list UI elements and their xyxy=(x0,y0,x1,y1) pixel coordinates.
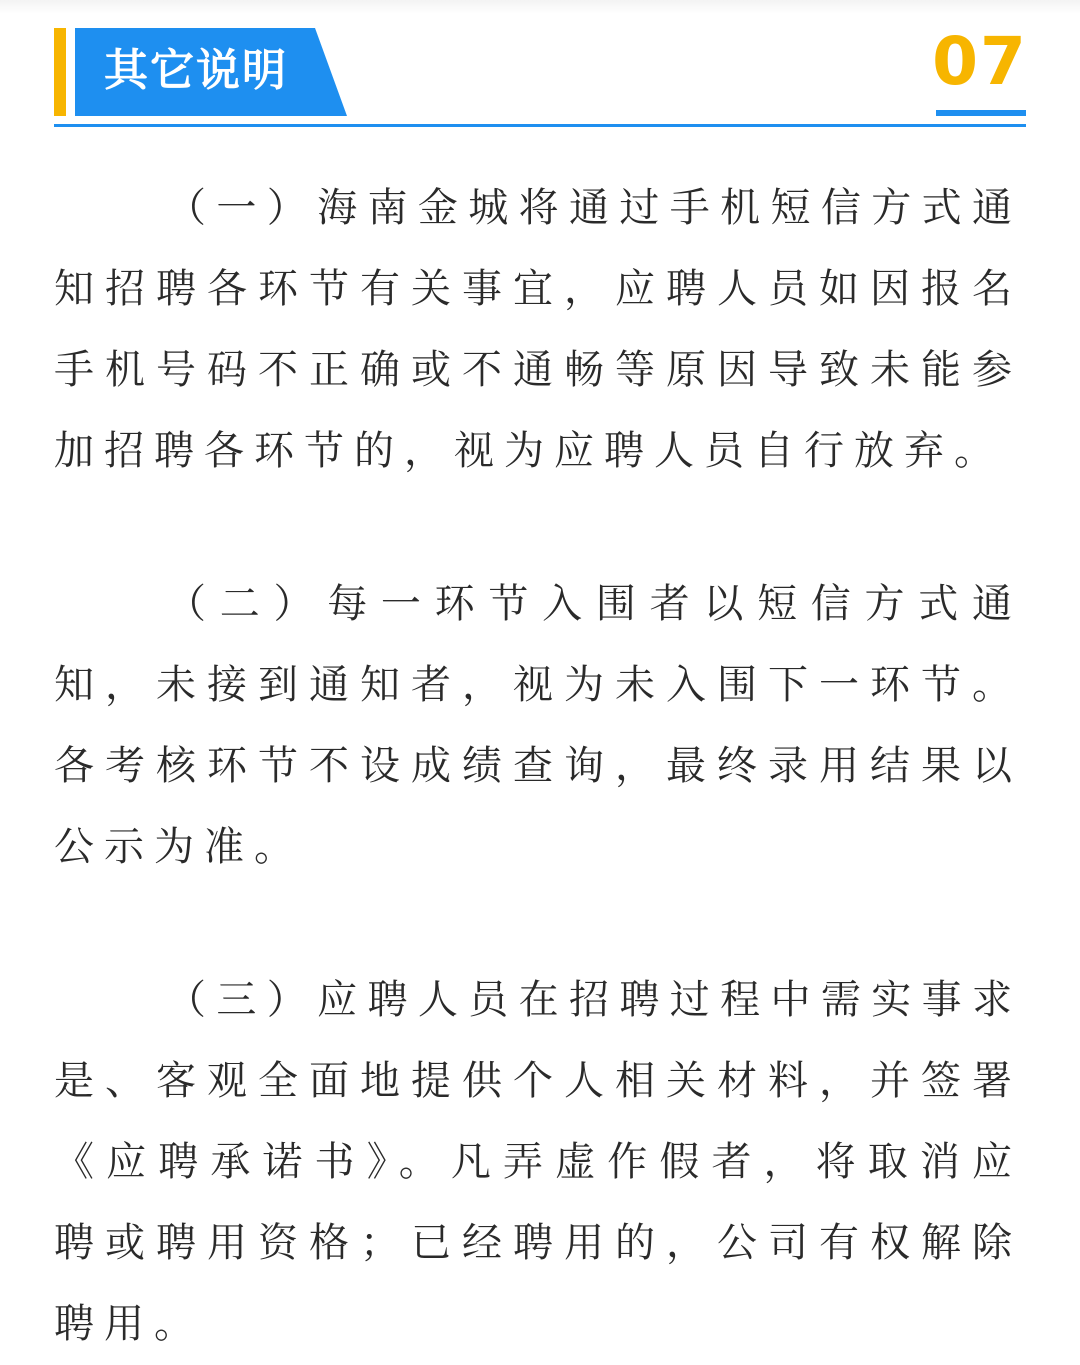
paragraph-2: （二）每一环节入围者以短信方式通知，未接到通知者，视为未入围下一环节。各考核环节不设成绩查询，最终录用结果以公示为准。 xyxy=(54,581,1022,870)
section-number: 07 xyxy=(932,23,1028,100)
paragraph-1: （一）海南金城将通过手机短信方式通知招聘各环节有关事宜，应聘人员如因报名手机号码不正确或不通畅等原因导致未能参加招聘各环节的，视为应聘人员自行放弃。 xyxy=(54,185,1022,474)
paragraph-3: （三）应聘人员在招聘过程中需实事求是、客观全面地提供个人相关材料，并签署《应聘承诺书》。凡弄虚作假者，将取消应聘或聘用资格；已经聘用的，公司有权解除聘用。 xyxy=(54,977,1022,1347)
accent-bar xyxy=(54,28,66,116)
section-header xyxy=(0,0,1080,140)
content-body xyxy=(54,168,1022,1365)
section-title: 其它说明 xyxy=(104,45,288,96)
number-underline xyxy=(936,110,1026,116)
header-divider xyxy=(54,124,1026,127)
